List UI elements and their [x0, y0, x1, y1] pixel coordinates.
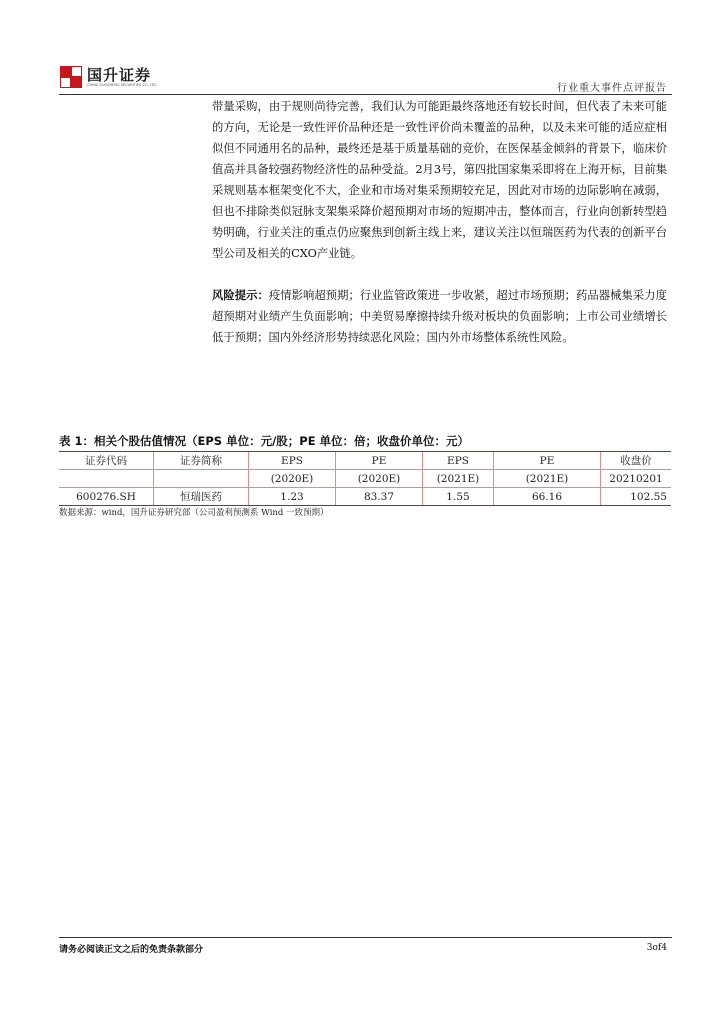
table-cell: 83.37 [336, 488, 423, 506]
header-cell: PE [494, 452, 601, 470]
report-body [212, 96, 667, 348]
header-cell: EPS [423, 452, 494, 470]
risk-paragraph [212, 285, 667, 348]
table-cell: 66.16 [494, 488, 601, 506]
table-cell: 600276.SH [59, 488, 154, 506]
table-header-row [59, 470, 671, 488]
risk-label: 风险提示： [212, 289, 269, 302]
header-cell: EPS [249, 452, 336, 470]
header-cell: 证券简称 [154, 452, 249, 470]
company-logo [60, 66, 157, 88]
body-paragraph: 带量采购，由于规则尚待完善，我们认为可能距最终落地还有较长时间，但代表了未来可能的方向，无论是一致性评价品种还是一致性评价尚未覆盖的品种，以及未来可能的适应症相似但不同通用名的品种，最终还是基于质量基础的竞价，在医保基金倾斜的背景下，临床价值高并具备较强药物经济性的品种受益。2月3号，第四批国家集采即将在上海开标，目前集采规则基本框架变化不大，企业和市场对集采预期较充足，因此对市场的边际影响在减弱，但也不排除类似冠脉支架集采降价超预期对市场的短期冲击，整体而言，行业向创新转型趋势明确，行业关注的重点仍应聚焦到创新主线上来，建议关注以恒瑞医药为代表的创新平台型公司及相关的CXO产业链。 [212, 100, 667, 260]
brand-name: 国升证券 [87, 65, 152, 84]
valuation-table [59, 451, 671, 506]
table-title: 表 1：相关个股估值情况（EPS 单位：元/股；PE 单位：倍；收盘价单位：元） [59, 434, 470, 448]
table-cell: 102.55 [601, 488, 672, 506]
table-cell: 1.23 [249, 488, 336, 506]
logo-mark-icon [60, 66, 82, 88]
brand-sub: CHINA GUOSHENG SECURITIES CO.,LTD. [87, 82, 158, 87]
table-header-row [59, 452, 671, 470]
table-cell: 恒瑞医药 [154, 488, 249, 506]
header-cell: (2020E) [336, 470, 423, 488]
header-cell [59, 470, 154, 488]
header-cell: PE [336, 452, 423, 470]
page-number: 3of4 [646, 943, 667, 953]
data-source-note: 数据来源：wind，国升证券研究部（公司盈利预测系 Wind 一致预期） [59, 508, 329, 518]
report-type: 行业重大事件点评报告 [557, 83, 667, 94]
footer-disclaimer: 请务必阅读正文之后的免责条款部分 [59, 945, 204, 955]
header-cell: (2020E) [249, 470, 336, 488]
footer-divider [59, 937, 672, 938]
header-cell [154, 470, 249, 488]
header-divider [59, 94, 672, 95]
header-cell: 收盘价 [601, 452, 672, 470]
risk-text: 疫情影响超预期；行业监管政策进一步收紧，超过市场预期；药品器械集采力度超预期对业绩产生负面影响；中美贸易摩擦持续升级对板块的负面影响；上市公司业绩增长低于预期；国内外经济形势持续恶化风险；国内外市场整体系统性风险。 [212, 289, 667, 344]
header-cell: 证券代码 [59, 452, 154, 470]
header-cell: 20210201 [601, 470, 672, 488]
header-cell: (2021E) [494, 470, 601, 488]
table-row [59, 488, 671, 506]
table-cell: 1.55 [423, 488, 494, 506]
header-cell: (2021E) [423, 470, 494, 488]
